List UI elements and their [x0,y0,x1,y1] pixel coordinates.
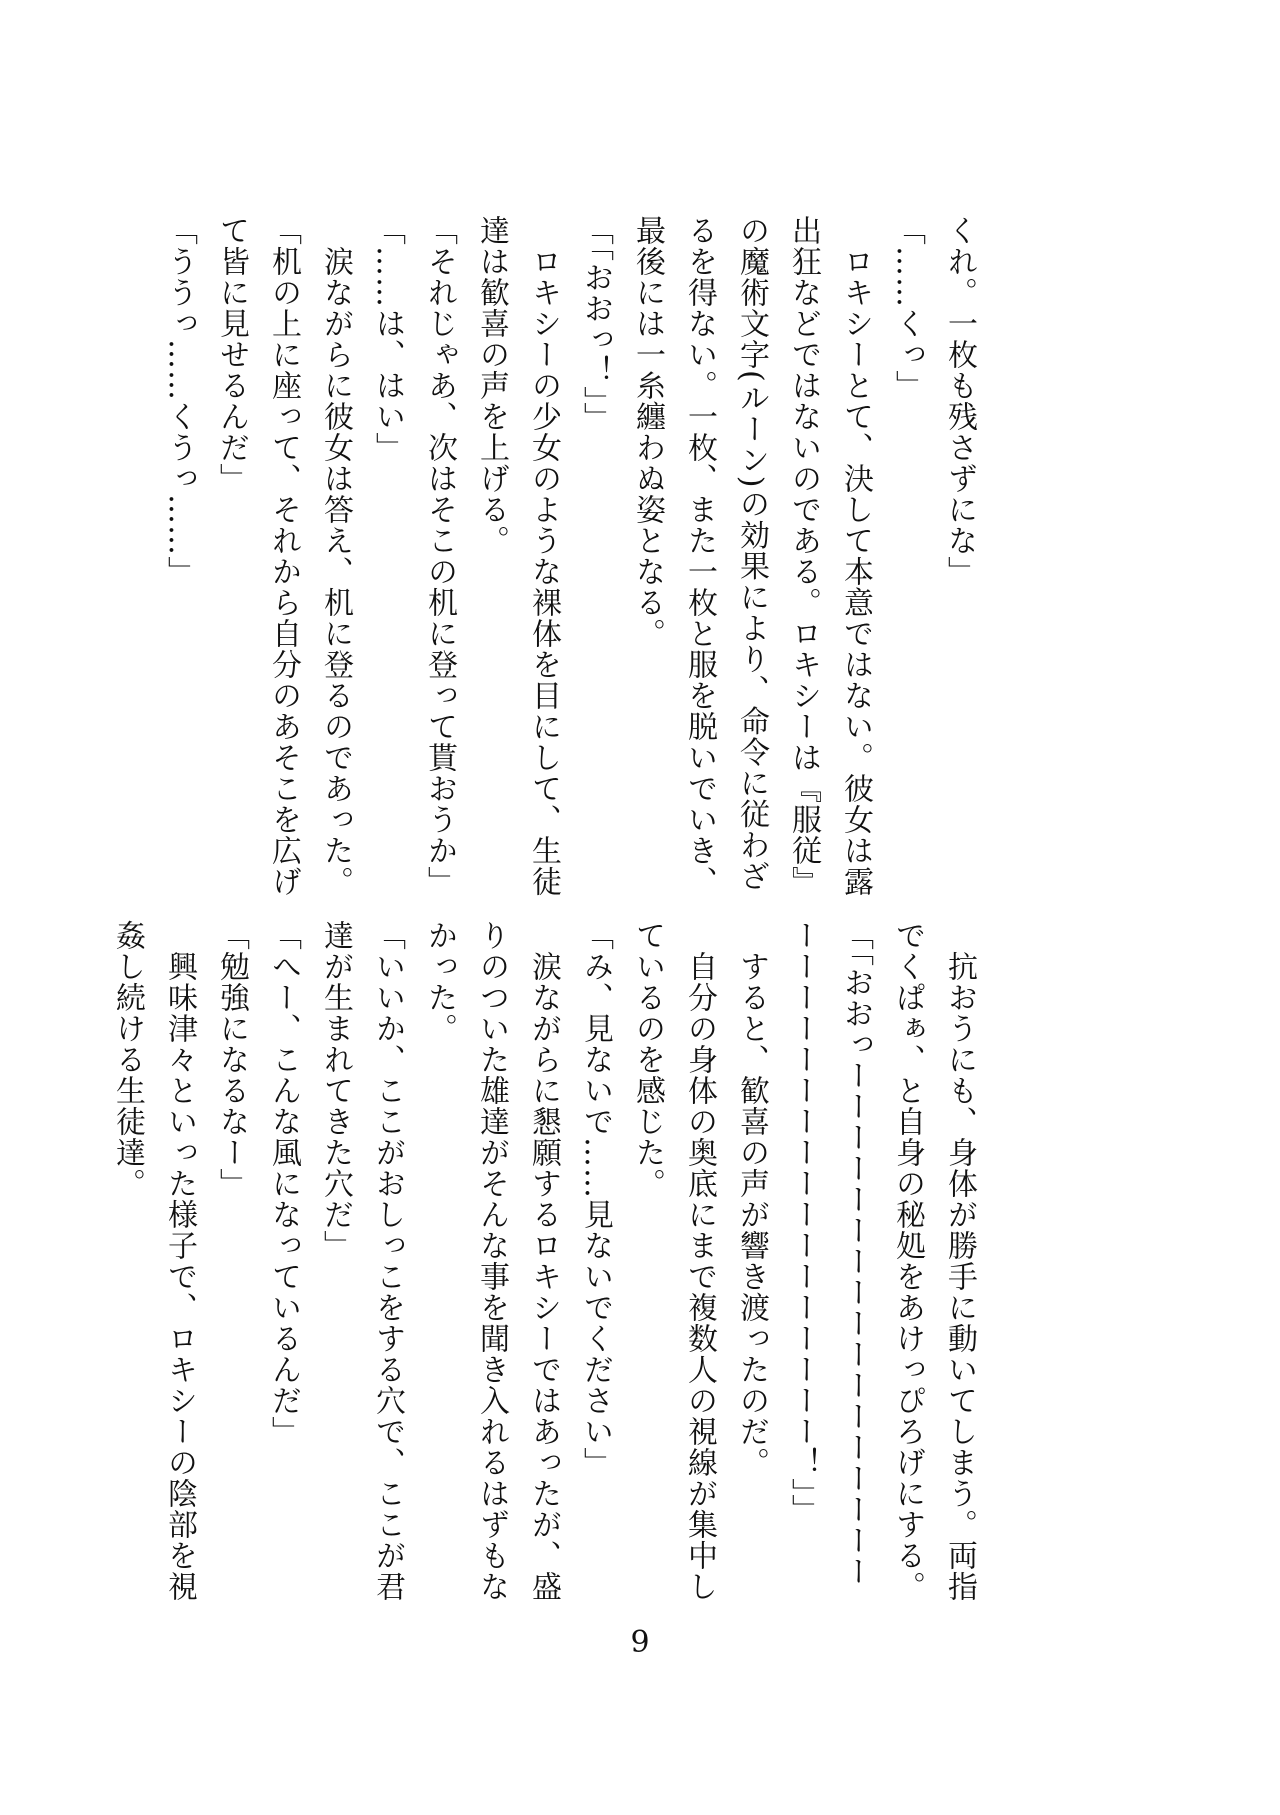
text-line: 「……は、はい」 [370,215,405,463]
text-line: 姦し続ける生徒達。 [110,920,145,1199]
text-line: 最後には一糸纏わぬ姿となる。 [630,215,665,649]
text-line: 「「おおっーーーーーーーーーーーーーーーーー [838,920,873,1587]
text-line: の魔術文字(ルーン)の効果により、命令に従わざ [734,215,769,892]
text-line: 抗おうにも、身体が勝手に動いてしまう。両指 [942,920,977,1602]
text-line: 「いいか、ここがおしっこをする穴で、ここが君 [370,920,405,1602]
text-line: くれ。一枚も残さずにな」 [942,215,977,587]
text-line: 「勉強になるなー」 [214,920,249,1199]
lower-text-block [110,920,985,1602]
upper-text-block [162,215,985,897]
text-line: 「……くっ」 [890,215,925,401]
text-line: 出狂などではないのである。ロキシーは『服従』 [786,215,821,897]
text-line: 達が生まれてきた穴だ」 [318,920,353,1261]
text-line: でくぱぁ、と自身の秘処をあけっぴろげにする。 [890,920,925,1602]
text-line: ーーーーーーーーーーーーーーーーー！」」 [786,920,821,1525]
text-line: 自分の身体の奥底にまで複数人の視線が集中し [682,920,717,1602]
text-line: 「それじゃあ、次はそこの机に登って貰おうか」 [422,215,457,897]
text-line: 「ううっ……くうっ……」 [162,215,197,587]
text-line: かった。 [422,920,457,1044]
text-line: りのついた雄達がそんな事を聞き入れるはずもな [474,920,509,1602]
text-line: 達は歓喜の声を上げる。 [474,215,509,556]
text-line: ロキシーの少女のような裸体を目にして、生徒 [526,215,561,897]
text-line: 「み、見ないで……見ないでください」 [578,920,613,1478]
text-line: 「「おおっ！」」 [578,215,613,433]
text-line: 涙ながらに懇願するロキシーではあったが、盛 [526,920,561,1602]
page-number: 9 [630,1625,650,1660]
text-line: るを得ない。一枚、また一枚と服を脱いでいき、 [682,215,717,897]
text-line: ているのを感じた。 [630,920,665,1199]
text-line: 興味津々といった様子で、ロキシーの陰部を視 [162,920,197,1602]
text-line: 「机の上に座って、それから自分のあそこを広げ [266,215,301,897]
text-line: 涙ながらに彼女は答え、机に登るのであった。 [318,215,353,897]
text-line: 「へー、こんな風になっているんだ」 [266,920,301,1447]
text-line: て皆に見せるんだ」 [214,215,249,494]
text-line: すると、歓喜の声が響き渡ったのだ。 [734,920,769,1478]
text-line: ロキシーとて、決して本意ではない。彼女は露 [838,215,873,897]
